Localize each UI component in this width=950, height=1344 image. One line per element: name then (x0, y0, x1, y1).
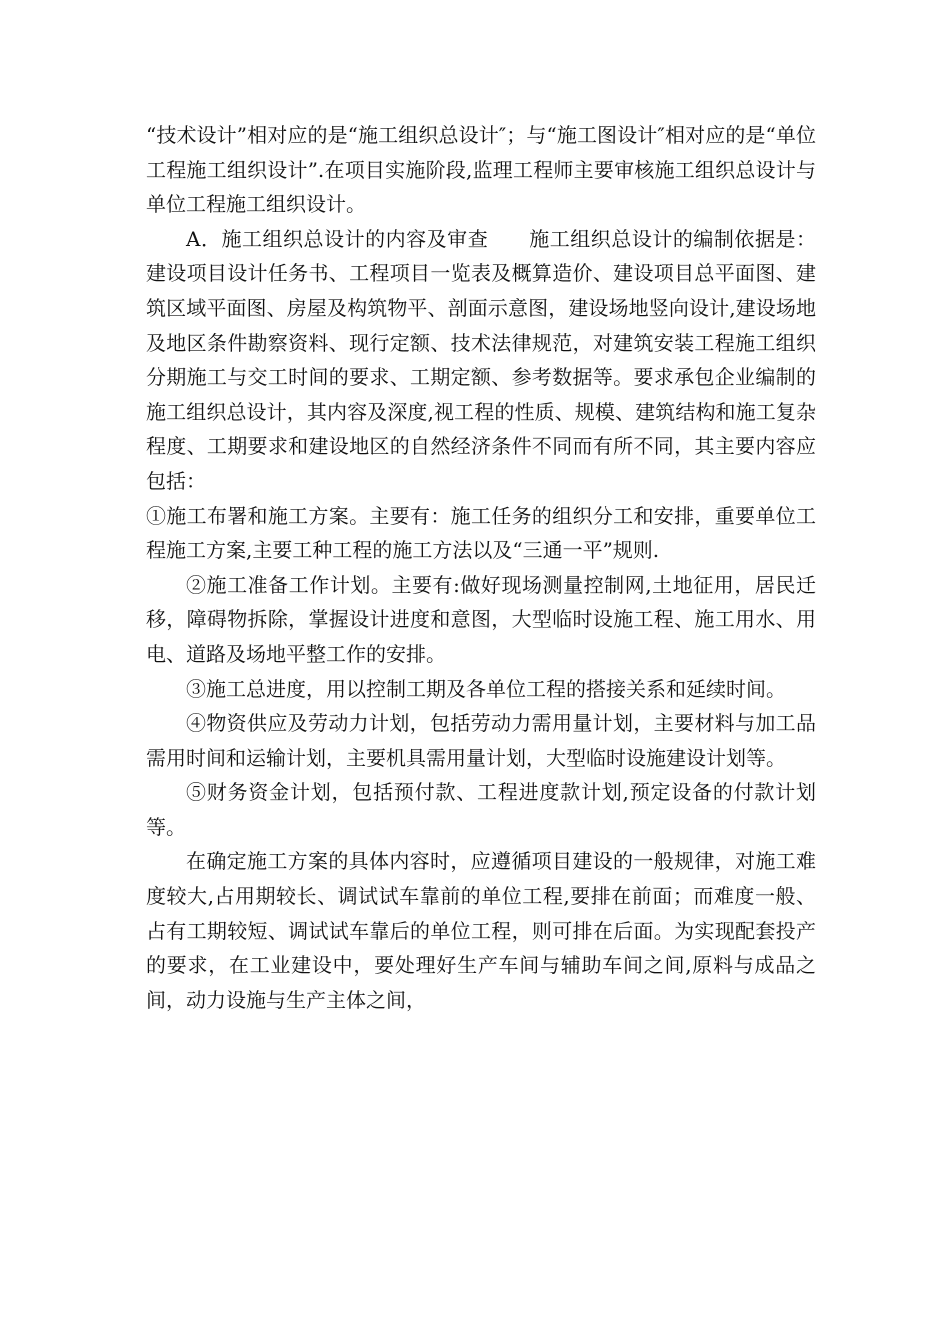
paragraph-general-design-basis: A．施工组织总设计的内容及审查 施工组织总设计的编制依据是：建设项目设计任务书、工程项目一览表及概算造价、建设项目总平面图、建筑区域平面图、房屋及构筑物平、剖面示意图，建设场地竖向设计,建设场地及地区条件勘察资料、现行定额、技术法律规范，对建筑安装工程施工组织分期施工与交工时间的要求、工期定额、参考数据等。要求承包企业编制的施工组织总设计，其内容及深度,视工程的性质、规模、建筑结构和施工复杂程度、工期要求和建设地区的自然经济条件不同而有所不同，其主要内容应包括： (146, 226, 816, 493)
list-item-1-deployment: ①施工布署和施工方案。主要有：施工任务的组织分工和安排，重要单位工程施工方案,主要工种工程的施工方法以及“三通一平”规则. (146, 503, 816, 563)
paragraph-design-correspondence: “技术设计”相对应的是“施工组织总设计″；与“施工图设计″相对应的是“单位工程施工组织设计”.在项目实施阶段,监理工程师主要审核施工组织总设计与单位工程施工组织设计。 (146, 123, 816, 217)
list-item-3-schedule: ③施工总进度，用以控制工期及各单位工程的搭接关系和延续时间。 (186, 676, 786, 701)
list-item-4-materials: ④物资供应及劳动力计划，包括劳动力需用量计划，主要材料与加工品需用时间和运输计划，主要机具需用量计划，大型临时设施建设计划等。 (146, 711, 816, 770)
list-item-5-finance: ⑤财务资金计划，包括预付款、工程进度款计划,预定设备的付款计划等。 (146, 780, 816, 839)
list-item-2-preparation: ②施工准备工作计划。主要有:做好现场测量控制网,土地征用，居民迁移，障碍物拆除，掌握设计进度和意图，大型临时设施工程、施工用水、用电、道路及场地平整工作的安排。 (146, 572, 816, 666)
document-body (146, 118, 816, 1017)
paragraph-construction-plan: 在确定施工方案的具体内容时，应遵循项目建设的一般规律，对施工难度较大,占用期较长、调试试车靠前的单位工程,要排在前面；而难度一般、占有工期较短、调试试车靠后的单位工程，则可排在后面。为实现配套投产的要求，在工业建设中，要处理好生产车间与辅助车间之间,原料与成品之间，动力设施与生产主体之间， (146, 849, 816, 1012)
